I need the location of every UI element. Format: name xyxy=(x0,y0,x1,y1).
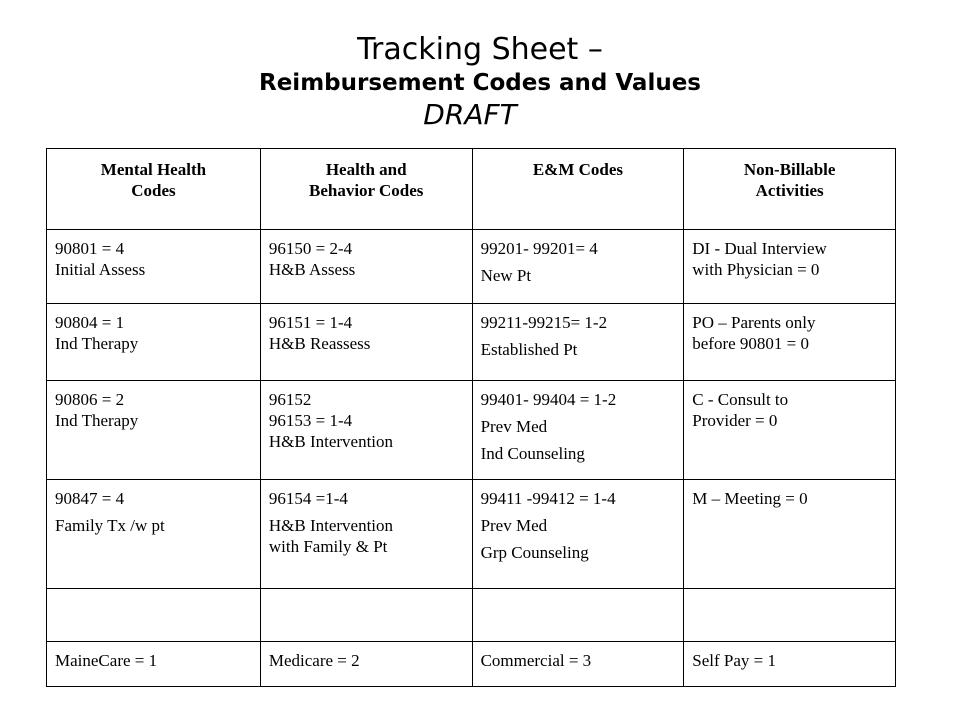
cell-text: PO – Parents only xyxy=(692,313,816,332)
header-non-billable xyxy=(684,149,896,230)
cell-text: 96152 xyxy=(268,390,312,409)
table-row xyxy=(47,480,896,589)
cell-text: Medicare = 2 xyxy=(268,651,360,670)
table-cell xyxy=(472,381,684,480)
table-cell xyxy=(260,480,472,589)
header-text: Activities xyxy=(755,181,824,200)
table-cell xyxy=(47,642,261,687)
cell-text: H&B Assess xyxy=(268,260,356,279)
cell-text: 96150 = 2-4 xyxy=(268,239,353,258)
title-block xyxy=(0,32,960,132)
table-row-payer xyxy=(47,642,896,687)
header-em-codes xyxy=(472,149,684,230)
cell-text: Grp Counseling xyxy=(480,543,589,562)
table-cell xyxy=(47,381,261,480)
table-cell xyxy=(684,304,896,381)
table-cell xyxy=(684,230,896,304)
table-cell xyxy=(684,642,896,687)
table-row-empty xyxy=(47,589,896,642)
cell-text: 96154 =1-4 xyxy=(268,489,348,508)
cell-text: Self Pay = 1 xyxy=(692,651,776,670)
table-cell xyxy=(472,642,684,687)
cell-text: Ind Therapy xyxy=(55,411,139,430)
cell-text: before 90801 = 0 xyxy=(692,334,810,353)
table-cell xyxy=(684,589,896,642)
cell-text: Established Pt xyxy=(480,340,578,359)
table-row xyxy=(47,230,896,304)
cell-text: C - Consult to xyxy=(692,390,789,409)
table-header-row xyxy=(47,149,896,230)
table-cell xyxy=(472,304,684,381)
cell-text: 96153 = 1-4 xyxy=(268,411,353,430)
table-cell xyxy=(260,304,472,381)
header-text: Non-Billable xyxy=(743,160,836,179)
cell-text: DI - Dual Interview xyxy=(692,239,827,258)
table-row xyxy=(47,304,896,381)
cell-text: MaineCare = 1 xyxy=(55,651,158,670)
table-cell xyxy=(684,480,896,589)
table-cell xyxy=(47,480,261,589)
cell-text: H&B Intervention xyxy=(268,516,394,535)
cell-text: Prev Med xyxy=(480,516,548,535)
cell-text: Family Tx /w pt xyxy=(55,516,165,535)
cell-text: with Physician = 0 xyxy=(692,260,820,279)
cell-text: 99201- 99201= 4 xyxy=(480,239,598,258)
header-text: E&M Codes xyxy=(532,160,624,179)
cell-text: Provider = 0 xyxy=(692,411,778,430)
header-text: Behavior Codes xyxy=(308,181,424,200)
draft-label: DRAFT xyxy=(423,98,517,131)
cell-text: H&B Reassess xyxy=(268,334,371,353)
table-cell xyxy=(260,642,472,687)
table-cell xyxy=(47,589,261,642)
page-title: Tracking Sheet – xyxy=(357,32,603,67)
page-subtitle: Reimbursement Codes and Values xyxy=(259,70,701,96)
table-cell xyxy=(260,589,472,642)
table-row xyxy=(47,381,896,480)
cell-text: 90804 = 1 xyxy=(55,313,125,332)
cell-text: Ind Counseling xyxy=(480,444,585,463)
header-health-behavior xyxy=(260,149,472,230)
table-cell xyxy=(472,589,684,642)
header-text: Mental Health xyxy=(100,160,207,179)
cell-text: Commercial = 3 xyxy=(480,651,592,670)
cell-text: 90847 = 4 xyxy=(55,489,125,508)
cell-text: 99401- 99404 = 1-2 xyxy=(480,390,617,409)
cell-text: 90806 = 2 xyxy=(55,390,125,409)
header-mental-health xyxy=(47,149,261,230)
cell-text: Ind Therapy xyxy=(55,334,139,353)
table-cell xyxy=(472,480,684,589)
cell-text: Prev Med xyxy=(480,417,548,436)
table-cell xyxy=(47,230,261,304)
cell-text: H&B Intervention xyxy=(268,432,394,451)
table-cell xyxy=(47,304,261,381)
table-cell xyxy=(472,230,684,304)
cell-text: M – Meeting = 0 xyxy=(692,489,808,508)
cell-text: Initial Assess xyxy=(55,260,146,279)
table-cell xyxy=(260,381,472,480)
cell-text: 99211-99215= 1-2 xyxy=(480,313,608,332)
header-text: Codes xyxy=(131,181,176,200)
table-cell xyxy=(260,230,472,304)
header-text: Health and xyxy=(325,160,407,179)
cell-text: 99411 -99412 = 1-4 xyxy=(480,489,616,508)
cell-text: with Family & Pt xyxy=(268,537,388,556)
cell-text: 90801 = 4 xyxy=(55,239,125,258)
table-cell xyxy=(684,381,896,480)
reimbursement-table xyxy=(46,148,896,687)
cell-text: New Pt xyxy=(480,266,532,285)
cell-text: 96151 = 1-4 xyxy=(268,313,353,332)
